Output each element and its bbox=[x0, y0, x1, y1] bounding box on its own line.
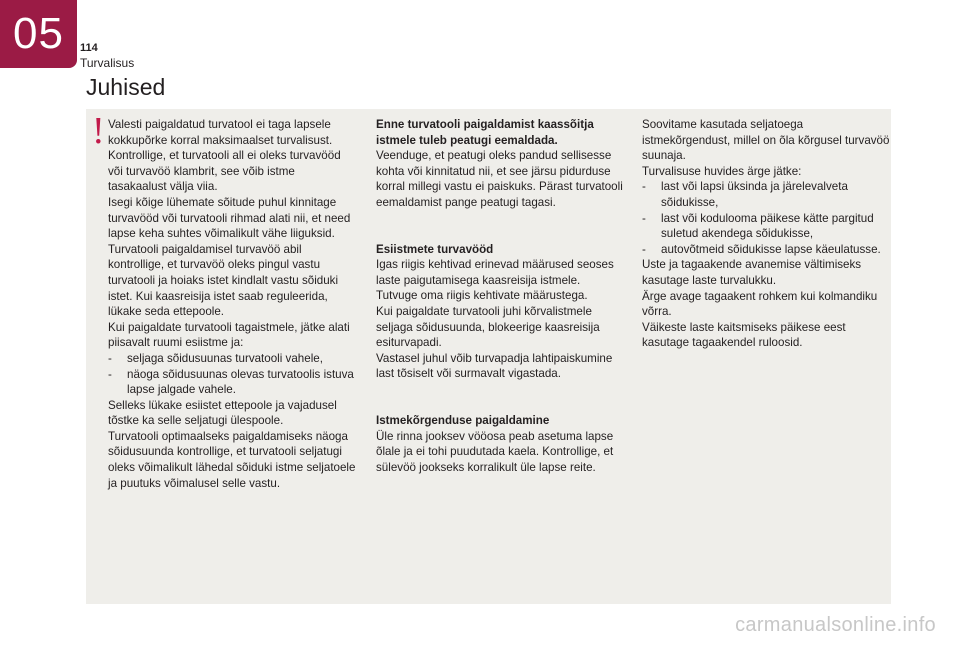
list-dash: - bbox=[642, 211, 646, 225]
paragraph: Ärge avage tagaakent rohkem kui kolmandiku võrra. bbox=[642, 289, 878, 319]
list-item-text: näoga sõidusuunas olevas turvatoolis istuva lapse jalgade vahele. bbox=[127, 367, 354, 397]
list-item-text: last või kodulooma päikese kätte pargitud suletud akendega sõidukisse, bbox=[661, 211, 874, 241]
column-1 bbox=[108, 117, 356, 491]
paragraph: Selleks lükake esiistet ettepoole ja vajadusel tõstke ka selle seljatugi ülespoole. bbox=[108, 398, 337, 428]
page-number: 114 bbox=[80, 42, 98, 54]
chapter-number-tab: 05 bbox=[0, 0, 77, 68]
paragraph: Isegi kõige lühemate sõitude puhul kinnitage turvavööd või turvatooli rihmad alati nii, et need lapse keha suhtes võimalikult vähe liiguksid. bbox=[108, 195, 351, 241]
paragraph: Vastasel juhul võib turvapadja lahtipaiskumine last tõsiselt või surmavalt vigastada. bbox=[376, 351, 613, 381]
column-2 bbox=[376, 117, 624, 475]
paragraph: Igas riigis kehtivad erinevad määrused seoses laste paigutamisega kaasreisija istmele. Tutvuge oma riigis kehtivate määrustega. bbox=[376, 258, 614, 303]
list-item-text: autovõtmeid sõidukisse lapse käeulatusse. bbox=[661, 242, 881, 256]
intro-text: Valesti paigaldatud turvatool ei taga lapsele kokkupõrke korral maksimaalset turvalisust. bbox=[108, 118, 333, 147]
list-item-text: seljaga sõidusuunas turvatooli vahele, bbox=[127, 351, 323, 365]
section-heading: Enne turvatooli paigaldamist kaassõitja istmele tuleb peatugi eemaldada. bbox=[376, 118, 594, 147]
list-dash: - bbox=[642, 242, 646, 256]
paragraph: Väikeste laste kaitsmiseks päikese eest kasutage tagaakendel ruloosid. bbox=[642, 320, 846, 350]
paragraph: Kontrollige, et turvatooli all ei oleks turvavööd või turvavöö klambrit, see võib istme tasakaalust välja viia. bbox=[108, 149, 341, 194]
list-item-text: last või lapsi üksinda ja järelevalveta sõidukisse, bbox=[661, 180, 848, 209]
paragraph: Turvalisuse huvides ärge jätke: bbox=[642, 164, 802, 178]
section-heading: Esiistmete turvavööd bbox=[376, 242, 494, 256]
list-dash: - bbox=[108, 351, 112, 365]
section-heading: Istmekõrgenduse paigaldamine bbox=[376, 413, 550, 427]
paragraph: Turvatooli optimaalseks paigaldamiseks näoga sõidusuunda kontrollige, et turvatooli seljatugi oleks võimalikult lähedal sõiduki istme seljatoele ja puutuks võimalusel selle vastu. bbox=[108, 429, 356, 490]
watermark: carmanualsonline.info bbox=[735, 614, 936, 636]
paragraph: Veenduge, et peatugi oleks pandud sellisesse kohta või kinnitatud nii, et see järsu pidurduse korral millegi vastu ei paiskuks. Pärast turvatooli eemaldamist pange peatugi tagasi. bbox=[376, 149, 623, 209]
page-title: Juhised bbox=[86, 74, 166, 100]
warning-exclamation-icon: ! bbox=[92, 110, 105, 152]
column-3 bbox=[642, 117, 892, 351]
list-item bbox=[642, 242, 892, 258]
paragraph: Kui paigaldate turvatooli juhi kõrvalistmele seljaga sõidusuunda, blokeerige kaasreisija esiturvapadi. bbox=[376, 304, 600, 350]
list-dash: - bbox=[642, 180, 646, 194]
list-item bbox=[642, 211, 892, 242]
paragraph: Soovitame kasutada seljatoega istmekõrgendust, millel on õla kõrgusel turvavöö suunaja. bbox=[642, 118, 890, 163]
paragraph: Turvatooli paigaldamisel turvavöö abil kontrollige, et turvavöö oleks pingul vastu turvatooli ja hoiaks istet kindlalt vastu sõiduki istet. Kui kaasreisija istet saab reguleerida, lükake seda ettepoole. bbox=[108, 242, 339, 319]
list-item bbox=[108, 351, 356, 367]
section-name: Turvalisus bbox=[80, 56, 135, 70]
paragraph: Üle rinna jooksev vööosa peab asetuma lapse õlale ja ei tohi puudutada kaela. Kontrollige, et sülevöö jookseks korralikult üle lapse reite. bbox=[376, 429, 614, 474]
paragraph: Kui paigaldate turvatooli tagaistmele, jätke alati piisavalt ruumi esiistme ja: bbox=[108, 320, 350, 350]
list-dash: - bbox=[108, 367, 112, 381]
paragraph: Uste ja tagaakende avanemise vältimiseks kasutage laste turvalukku. bbox=[642, 258, 862, 287]
list-item bbox=[642, 179, 892, 210]
list-item bbox=[108, 367, 356, 398]
